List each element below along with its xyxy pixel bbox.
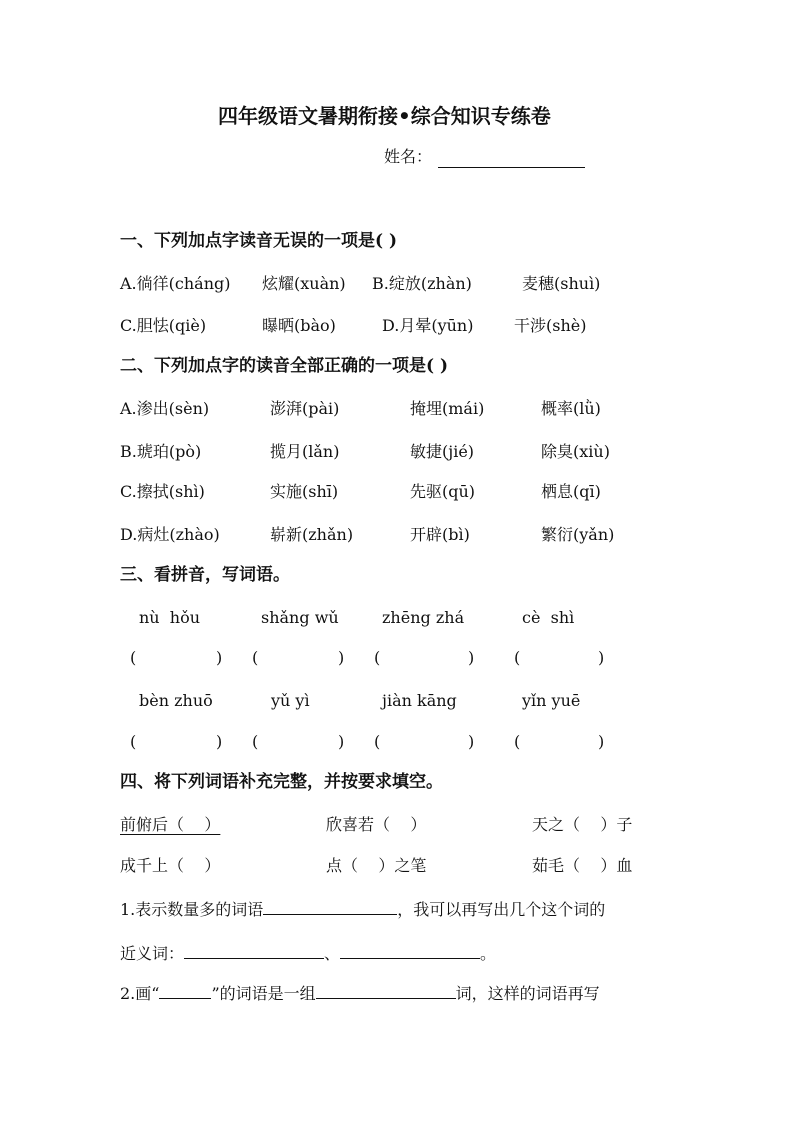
name-blank[interactable] [438, 167, 585, 168]
pinyin-cue: jiàn kāng [382, 691, 457, 710]
answer-paren-open[interactable]: ( [252, 648, 259, 667]
s2-option: 开辟(bì) [410, 525, 470, 544]
s1-option: 麦穗(shuì) [522, 274, 601, 293]
q1-blank-2[interactable] [184, 944, 324, 959]
answer-paren-close[interactable]: ) [216, 648, 223, 667]
q2-blank-1[interactable] [159, 984, 211, 999]
answer-paren-close[interactable]: ) [468, 648, 475, 667]
s2-option: 敏捷(jié) [410, 442, 475, 461]
s1-option: 曝晒(bào) [262, 316, 336, 335]
s2-option: 概率(lǜ) [541, 399, 601, 418]
q1-text-e: 。 [480, 944, 497, 963]
answer-paren-close[interactable]: ) [338, 648, 345, 667]
idiom-fill: 点（ ）之笔 [326, 856, 427, 875]
pinyin-cue: zhēng zhá [382, 608, 465, 627]
s1-option: D.月晕(yūn) [382, 316, 474, 335]
idiom-underlined: 前俯后（ ） [120, 815, 221, 834]
idiom-fill: 成千上（ ） [120, 856, 221, 875]
answer-paren-close[interactable]: ) [338, 732, 345, 751]
idiom-fill: 欣喜若（ ） [326, 815, 427, 834]
q2-text-c: 词，这样的词语再写 [455, 984, 600, 1003]
idiom-fill: 天之（ ）子 [532, 815, 633, 834]
s1-option: A.徜徉(cháng) [120, 274, 231, 293]
q1-text-c: 近义词： [120, 944, 185, 963]
answer-paren-open[interactable]: ( [374, 732, 381, 751]
answer-paren-open[interactable]: ( [514, 648, 521, 667]
q1-text-d: 、 [324, 944, 341, 963]
question-1-line-2 [120, 944, 496, 962]
question-1-line-1 [120, 900, 605, 918]
s1-option: C.胆怯(qiè) [120, 316, 207, 335]
s2-option: 实施(shī) [270, 482, 339, 501]
s2-option: 除臭(xiù) [541, 442, 610, 461]
answer-paren-open[interactable]: ( [514, 732, 521, 751]
pinyin-cue: bèn zhuō [139, 691, 213, 710]
page-title: 四年级语文暑期衔接•综合知识专练卷 [218, 104, 551, 128]
s2-option: 繁衍(yǎn) [541, 525, 615, 544]
answer-paren-open[interactable]: ( [252, 732, 259, 751]
q1-text-b: ，我可以再写出几个这个词的 [397, 900, 606, 919]
s2-option: C.擦拭(shì) [120, 482, 205, 501]
s2-option: A.渗出(sèn) [120, 399, 210, 418]
section2-heading: 二、下列加点字的读音全部正确的一项是( ) [120, 356, 449, 376]
q1-blank-3[interactable] [340, 944, 480, 959]
pinyin-cue: cè shì [522, 608, 575, 627]
s2-option: 掩埋(mái) [410, 399, 485, 418]
section4-heading: 四、将下列词语补充完整，并按要求填空。 [120, 772, 443, 792]
s2-option: 揽月(lǎn) [270, 442, 340, 461]
s2-option: D.病灶(zhào) [120, 525, 220, 544]
section3-heading: 三、看拼音，写词语。 [120, 565, 290, 585]
answer-paren-open[interactable]: ( [130, 732, 137, 751]
answer-paren-close[interactable]: ) [598, 648, 605, 667]
s2-option: 先驱(qū) [410, 482, 476, 501]
s2-option: 澎湃(pài) [270, 399, 340, 418]
section1-heading: 一、下列加点字读音无误的一项是( ) [120, 231, 398, 251]
pinyin-cue: yǔ yì [271, 691, 310, 710]
s1-option: 炫耀(xuàn) [262, 274, 346, 293]
q2-text-a: 2.画“ [120, 984, 160, 1003]
answer-paren-close[interactable]: ) [598, 732, 605, 751]
q1-blank-1[interactable] [263, 900, 397, 915]
q1-text-a: 1.表示数量多的词语 [120, 900, 264, 919]
pinyin-cue: yǐn yuē [522, 691, 581, 710]
answer-paren-close[interactable]: ) [216, 732, 223, 751]
answer-paren-open[interactable]: ( [374, 648, 381, 667]
s2-option: 崭新(zhǎn) [270, 525, 354, 544]
s2-option: 栖息(qī) [541, 482, 601, 501]
pinyin-cue: nù hǒu [139, 608, 201, 627]
name-label: 姓名： [384, 147, 433, 166]
s2-option: B.琥珀(pò) [120, 442, 202, 461]
answer-paren-open[interactable]: ( [130, 648, 137, 667]
pinyin-cue: shǎng wǔ [261, 608, 339, 627]
answer-paren-close[interactable]: ) [468, 732, 475, 751]
q2-text-b: ”的词语是一组 [211, 984, 316, 1003]
idiom-fill: 茹毛（ ）血 [532, 856, 633, 875]
s1-option: B.绽放(zhàn) [372, 274, 472, 293]
s1-option: 干涉(shè) [514, 316, 587, 335]
q2-blank-2[interactable] [316, 984, 456, 999]
question-2-line-1 [120, 984, 600, 1002]
